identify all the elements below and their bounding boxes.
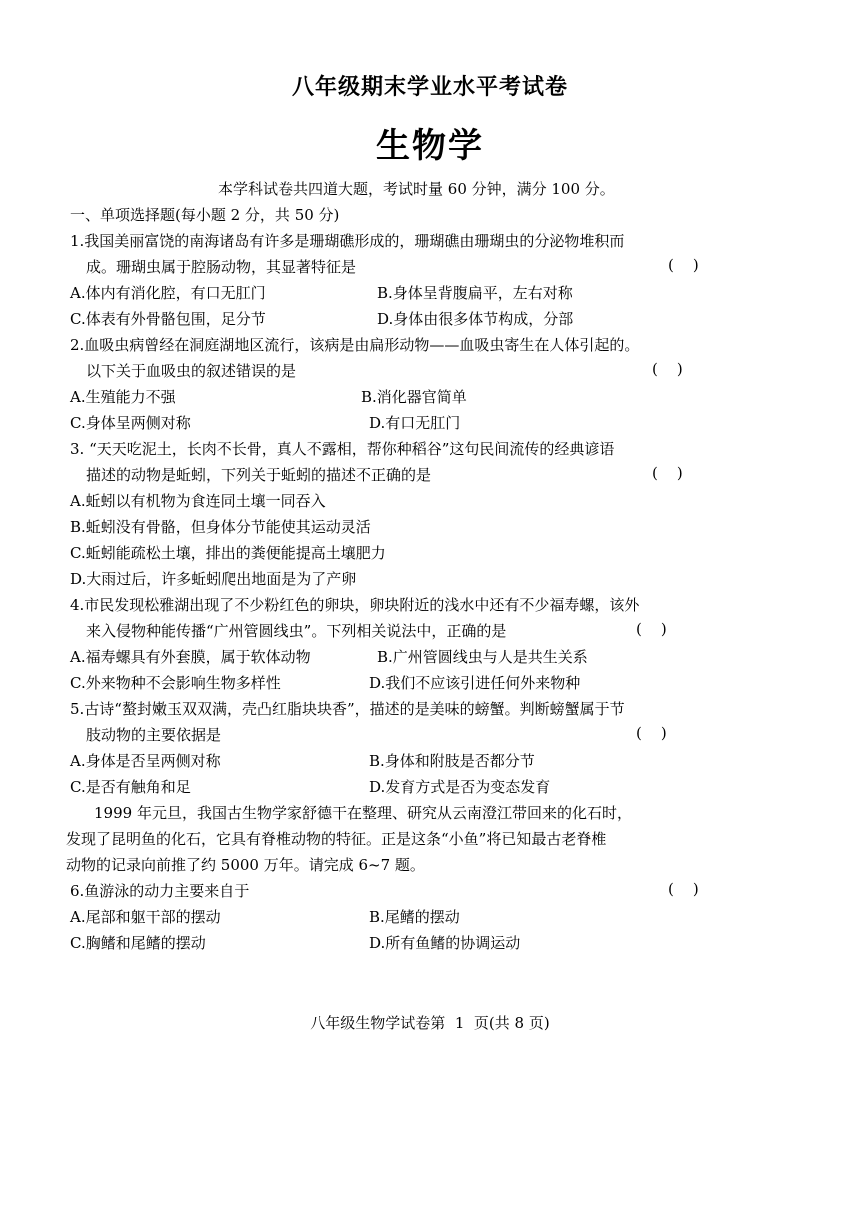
q3-stem-line2: 描述的动物是蚯蚓，下列关于蚯蚓的描述不正确的是 xyxy=(86,466,432,484)
q2-stem-line2: 以下关于血吸虫的叙述错误的是 xyxy=(86,362,297,380)
q1-option-c: C.体表有外骨骼包围，足分节 xyxy=(70,310,266,328)
q5-answer-blank: ( ) xyxy=(636,724,667,742)
q6-option-b: B.尾鳍的摆动 xyxy=(369,908,460,926)
section-heading: 一、单项选择题(每小题 2 分，共 50 分) xyxy=(70,206,340,224)
q1-option-a: A.体内有消化腔，有口无肛门 xyxy=(70,284,266,302)
q4-option-c: C.外来物种不会影响生物多样性 xyxy=(70,674,281,692)
exam-instructions: 本学科试卷共四道大题，考试时量 60 分钟，满分 100 分。 xyxy=(218,180,615,198)
q2-option-c: C.身体呈两侧对称 xyxy=(70,414,191,432)
q6-option-d: D.所有鱼鳍的协调运动 xyxy=(369,934,521,952)
q6-answer-blank: ( ) xyxy=(668,880,699,898)
q3-answer-blank: ( ) xyxy=(652,464,683,482)
q5-stem-line2: 肢动物的主要依据是 xyxy=(86,726,222,744)
q5-option-c: C.是否有触角和足 xyxy=(70,778,191,796)
q2-option-d: D.有口无肛门 xyxy=(369,414,461,432)
q5-option-a: A.身体是否呈两侧对称 xyxy=(70,752,221,770)
page-footer: 八年级生物学试卷第 1 页(共 8 页) xyxy=(310,1014,550,1032)
q1-stem-line1: 1.我国美丽富饶的南海诸岛有许多是珊瑚礁形成的，珊瑚礁由珊瑚虫的分泌物堆积而 xyxy=(70,232,625,250)
q4-answer-blank: ( ) xyxy=(636,620,667,638)
q3-option-c: C.蚯蚓能疏松土壤，排出的粪便能提高土壤肥力 xyxy=(70,544,386,562)
q5-option-b: B.身体和附肢是否都分节 xyxy=(369,752,535,770)
q1-stem-line2: 成。珊瑚虫属于腔肠动物，其显著特征是 xyxy=(86,258,357,276)
q1-option-d: D.身体由很多体节构成，分部 xyxy=(377,310,574,328)
passage-line3: 动物的记录向前推了约 5000 万年。请完成 6~7 题。 xyxy=(66,856,425,874)
q2-answer-blank: ( ) xyxy=(652,360,683,378)
passage-line1: 1999 年元旦，我国古生物学家舒德干在整理、研究从云南澄江带回来的化石时， xyxy=(94,804,632,822)
q6-option-a: A.尾部和躯干部的摆动 xyxy=(70,908,221,926)
q4-option-d: D.我们不应该引进任何外来物种 xyxy=(369,674,581,692)
q5-stem-line1: 5.古诗“螯封嫩玉双双满，壳凸红脂块块香”，描述的是美味的螃蟹。判断螃蟹属于节 xyxy=(70,700,625,718)
q2-option-a: A.生殖能力不强 xyxy=(70,388,176,406)
q2-option-b: B.消化器官简单 xyxy=(361,388,467,406)
q4-stem-line1: 4.市民发现松雅湖出现了不少粉红色的卵块，卵块附近的浅水中还有不少福寿螺，该外 xyxy=(70,596,640,614)
q6-stem-line1: 6.鱼游泳的动力主要来自于 xyxy=(70,882,250,900)
q4-option-b: B.广州管圆线虫与人是共生关系 xyxy=(377,648,588,666)
q5-option-d: D.发育方式是否为变态发育 xyxy=(369,778,551,796)
passage-line2: 发现了昆明鱼的化石，它具有脊椎动物的特征。正是这条“小鱼”将已知最古老脊椎 xyxy=(66,830,607,848)
q1-answer-blank: ( ) xyxy=(668,256,699,274)
subject-title: 生物学 xyxy=(376,126,484,166)
q1-option-b: B.身体呈背腹扁平，左右对称 xyxy=(377,284,573,302)
q3-stem-line1: 3. “天天吃泥土，长肉不长骨，真人不露相，帮你种稻谷”这句民间流传的经典谚语 xyxy=(70,440,615,458)
q3-option-a: A.蚯蚓以有机物为食连同土壤一同吞入 xyxy=(70,492,326,510)
exam-title: 八年级期末学业水平考试卷 xyxy=(291,74,568,100)
q2-stem-line1: 2.血吸虫病曾经在洞庭湖地区流行，该病是由扁形动物——血吸虫寄生在人体引起的。 xyxy=(70,336,640,354)
q3-option-d: D.大雨过后，许多蚯蚓爬出地面是为了产卵 xyxy=(70,570,357,588)
q3-option-b: B.蚯蚓没有骨骼，但身体分节能使其运动灵活 xyxy=(70,518,371,536)
q4-stem-line2: 来入侵物种能传播“广州管圆线虫”。下列相关说法中，正确的是 xyxy=(86,622,507,640)
q4-option-a: A.福寿螺具有外套膜，属于软体动物 xyxy=(70,648,311,666)
q6-option-c: C.胸鳍和尾鳍的摆动 xyxy=(70,934,206,952)
